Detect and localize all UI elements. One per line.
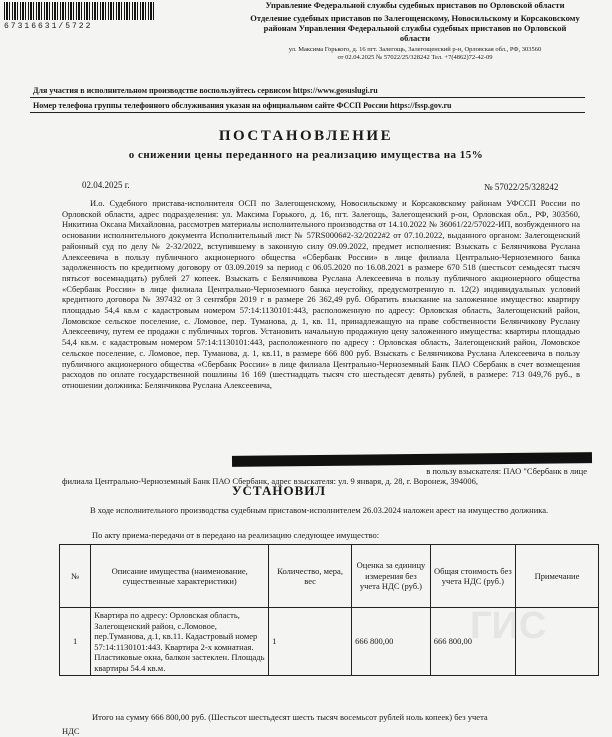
- cell-quantity: 1: [269, 608, 352, 676]
- arrest-paragraph: В ходе исполнительного производства судебным приставом-исполнителем 26.03.2024 наложен арест на имущество должника.: [90, 505, 549, 515]
- letterhead-agency: Управление Федеральной службы судебных приставов по Орловской области: [265, 0, 565, 10]
- col-description: Описание имущества (наименование, существенные характеристики): [91, 545, 269, 608]
- col-note: Примечание: [515, 545, 598, 608]
- document-number: № 57022/25/328242: [484, 182, 559, 192]
- redaction-bar: [232, 452, 592, 467]
- body-paragraph: [62, 198, 580, 391]
- cell-description: Квартира по адресу: Орловская область, Залегощенский район, с.Ломовое, пер.Туманова, д.1, кв.11. Кадастровый номер 57:14:1130101:443. Квартира 2-х комнатная. Пластиковые окна, балкон застеклен. Площадь квартиры 54.4 кв.м.: [91, 608, 269, 676]
- body-text: И.о. Судебного пристава-исполнителя ОСП по Залегощенскому, Новосильскому и Корсаковскому районам УФССП России по Орловской области, адрес подразделения: ул. Максима Горького, д. 16, пгт. Залегощь, Залегощенский р-он, Орловская обл., РФ, 303560, Никитина Оксана Михайловна, рассмотрев материалы исполнительного производства от 14.10.2022 № 36061/22/57022-ИП, возбужденного на основании исполнительного документа Исполнительный лист № 57RS0006#2-32/2022#2 от 07.10.2022, выданного органом: Залегощенский районный суд по делу № 2-32/2022, вступившему в законную силу 09.09.2022, предмет исполнения: Взыскать с Белянчикова Руслана Алексеевича в пользу публичного акционерного общества «Сбербанк России» в лице филиала Центрально-Черноземного банка задолженность по кредитному договору от 03.09.2019 за период с 06.05.2020 по 16.08.2021 в размере 670 518 (шестьсот семьдесят тысяч пятьсот восемнадцать) рублей 27 копеек. Взыскать с Белянчикова Руслана Алексеевича в пользу публичного акционерного общества «Сбербанк России» в лице филиала Центрально-Черноземного банка неустойку, предусмотренную п. 12(2) индивидуальных условий кредитного договора № 397432 от 3 сентября 2019 г в размере 26 362,49 руб. Обратить взыскание на заложенное имущество: квартиру площадью 54,4 кв.м с кадастровым номером 57:14:1130101:443, расположенную по адресу: Орловская область, Залегощенский район, Ломовское сельское поселение, с. Ломовое, пер. Туманова, д. 1, кв. 11, принадлежащую на праве собственности Белянчикову Руслану Алексеевичу, путем ее продажи с публичных торгов. Установить начальную продажную цену заложенного имущества: квартиры площадью 54,4 кв.м. с кадастровым номером 57:14:1130101:443, расположенного по адресу : Орловская область, Залегощенский район, Ломовское сельское поселение, с. Ломовое, пер. Туманова, д. 1, кв.11, в размере 666 800 руб. Взыскать с Белянчикова Руслана Алексеевича в пользу публичного акционерного общества «Сбербанк России» в лице филиала Центрально-Черноземный Банк ПАО Сбербанк в счет возмещения расходов по оплате государственной пошлины 16 169 (шестнадцать тысяч сто шестьдесят девять) рублей, в размере: 713 049,76 руб., в отношении должника: Белянчикова Руслана Алексеевича,: [62, 198, 580, 390]
- document-date: 02.04.2025 г.: [82, 180, 130, 190]
- letterhead-division: Отделение судебных приставов по Залегощенскому, Новосильскому и Корсаковскому районам Управления Федеральной службы судебных приставов по Орловской области: [250, 13, 580, 43]
- transfer-paragraph: По акту приема-передачи от в переданo на реализацию следующее имущество:: [92, 530, 380, 540]
- total-line-end: НДС: [62, 726, 80, 736]
- cell-number: 1: [60, 608, 91, 676]
- col-quantity: Количество, мера, вес: [269, 545, 352, 608]
- total-line: Итого на сумму 666 800,00 руб. (Шестьсот шестьдесят шесть тысяч восемьсот рублей ноль копеек) без учета: [92, 712, 488, 722]
- divider: [30, 97, 585, 98]
- claimant-line: в пользу взыскателя: ПАО "Сбербанк в лице: [426, 466, 587, 476]
- col-unit-price: Оценка за единицу измерения без учета НДС (руб.): [352, 545, 431, 608]
- watermark: ГИС: [470, 605, 547, 647]
- col-number: №: [60, 545, 91, 608]
- document-title: ПОСТАНОВЛЕНИЕ: [218, 128, 394, 144]
- cell-unit-price: 666 800,00: [352, 608, 431, 676]
- divider: [30, 112, 585, 113]
- letterhead-address: ул. Максима Горького, д. 16 пгт. Залегощь, Залегощенский р-н, Орловская обл., РФ, 303560: [288, 46, 542, 53]
- letterhead-contacts: от 02.04.2025 № 57022/25/328242 Тел. +7(4862)72-42-09: [337, 54, 493, 61]
- table-header-row: [60, 545, 599, 608]
- barcode-number: 67316631/5722: [4, 22, 93, 31]
- fssp-phone-notice: Номер телефона группы телефонного обслуживания указан на официальном сайте ФССП России https://fssp.gov.ru: [33, 101, 452, 110]
- section-heading: УСТАНОВИЛ: [232, 483, 327, 498]
- col-total: Общая стоимость без учета НДС (руб.): [430, 545, 515, 608]
- gosuslugi-notice: Для участия в исполнительном производстве воспользуйтесь сервисом https://www.gosuslugi.ru: [33, 86, 378, 95]
- barcode: [4, 2, 154, 20]
- cell-total: 666 800,00: [430, 608, 515, 676]
- letterhead: [250, 0, 580, 62]
- claimant-address: филиала Центрально-Черноземный Банк ПАО Сбербанк, адрес взыскателя: ул. 9 января, д. 28, г. Воронеж, 394006,: [62, 476, 478, 486]
- document-subtitle: о снижении цены переданного на реализацию имущества на 15%: [128, 149, 484, 161]
